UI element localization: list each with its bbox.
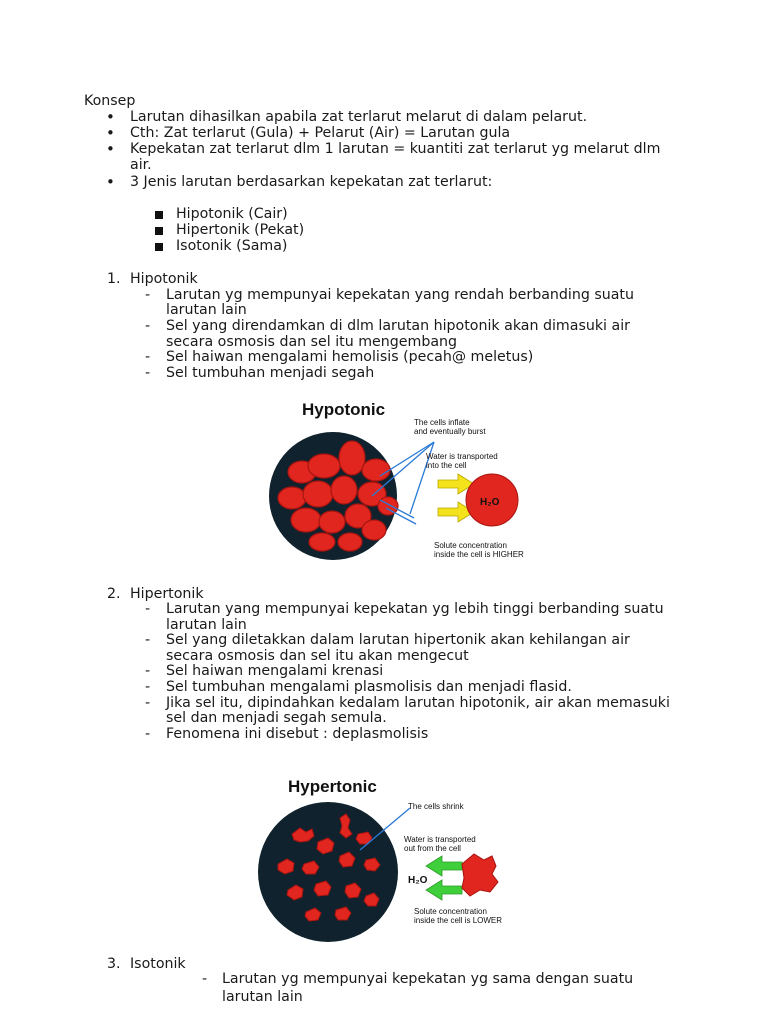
bullet-text: Larutan dihasilkan apabila zat terlarut melarut di dalam pelarut. [130, 109, 588, 125]
svg-text:inside the cell is HIGHER: inside the cell is HIGHER [434, 550, 524, 559]
section-title-isotonik: Isotonik [130, 956, 186, 972]
bullet-dot: • [106, 108, 115, 126]
section-number: 2. [107, 586, 121, 602]
molecule-label: H₂O [480, 497, 500, 508]
figure-title: Hypertonic [288, 777, 377, 796]
section-heading-konsep: Konsep [84, 93, 136, 109]
svg-text:Water is transported: Water is transported [404, 835, 476, 844]
square-bullet-icon [155, 211, 163, 219]
svg-text:Solute concentration: Solute concentration [434, 541, 507, 550]
svg-text:out from the cell: out from the cell [404, 844, 461, 853]
figure-title: Hypotonic [302, 400, 386, 419]
dash-marker: - [145, 318, 151, 334]
list-item-text: Sel haiwan mengalami hemolisis (pecah@ meletus) [166, 349, 534, 365]
svg-text:inside the cell is LOWER: inside the cell is LOWER [414, 916, 503, 925]
list-item-text: Jika sel itu, dipindahkan kedalam larutan hipotonik, air akan memasuki [166, 695, 670, 711]
type-item: Hipotonik (Cair) [176, 206, 288, 222]
dash-marker: - [145, 287, 151, 303]
list-item-text-continued: secara osmosis dan sel itu akan mengecut [166, 648, 469, 664]
dash-marker: - [145, 349, 151, 365]
bullet-text: Kepekatan zat terlarut dlm 1 larutan = kuantiti zat terlarut yg melarut dlm [130, 141, 661, 157]
dash-marker: - [145, 632, 151, 648]
list-item-text: Sel tumbuhan menjadi segah [166, 365, 375, 381]
section-title-hipotonik: Hipotonik [130, 271, 198, 287]
list-item-text: Larutan yg mempunyai kepekatan yg sama dengan suatu [222, 971, 634, 987]
list-item-text: Sel tumbuhan mengalami plasmolisis dan menjadi flasid. [166, 679, 572, 695]
dash-marker: - [145, 726, 151, 742]
section-number: 1. [107, 271, 121, 287]
list-item-text: Sel yang direndamkan di dlm larutan hipotonik akan dimasuki air [166, 318, 630, 334]
list-item-text: Sel yang diletakkan dalam larutan hipertonik akan kehilangan air [166, 632, 630, 648]
dash-marker: - [145, 663, 151, 679]
bullet-text: Cth: Zat terlarut (Gula) + Pelarut (Air) = Larutan gula [130, 125, 511, 141]
bullet-dot: • [106, 140, 115, 158]
bullet-dot: • [106, 124, 115, 142]
list-item-text-continued: larutan lain [222, 989, 303, 1005]
shrunken-cell-icon [462, 854, 498, 896]
water-outflow-arrows-icon [426, 856, 462, 900]
bullet-dot: • [106, 173, 115, 191]
list-item-text: Larutan yg mempunyai kepekatan yang rendah berbanding suatu [166, 287, 634, 303]
dash-marker: - [145, 601, 151, 617]
dash-marker: - [145, 679, 151, 695]
list-item-text-continued: larutan lain [166, 617, 247, 633]
section-title-hipertonik: Hipertonik [130, 586, 204, 602]
list-item-text: Fenomena ini disebut : deplasmolisis [166, 726, 429, 742]
list-item-text-continued: secara osmosis dan sel itu mengembang [166, 334, 458, 350]
svg-text:into the cell: into the cell [426, 461, 467, 470]
dash-marker: - [145, 365, 151, 381]
hypotonic-figure [262, 396, 542, 572]
type-item: Hipertonik (Pekat) [176, 222, 305, 238]
bullet-text: 3 Jenis larutan berdasarkan kepekatan zat terlarut: [130, 174, 493, 190]
svg-text:Water is transported: Water is transported [426, 452, 498, 461]
hypertonic-figure [248, 772, 528, 942]
svg-text:and eventually burst: and eventually burst [414, 427, 486, 436]
list-item-text: Sel haiwan mengalami krenasi [166, 663, 384, 679]
svg-text:The cells shrink: The cells shrink [408, 802, 464, 811]
molecule-label: H₂O [408, 875, 428, 886]
dash-marker: - [145, 695, 151, 711]
dash-marker: - [202, 971, 208, 987]
square-bullet-icon [155, 243, 163, 251]
petri-dish-icon [258, 802, 398, 942]
list-item-text-continued: sel dan menjadi segah semula. [166, 710, 387, 726]
bullet-text-continued: air. [130, 157, 152, 173]
type-item: Isotonik (Sama) [176, 238, 288, 254]
square-bullet-icon [155, 227, 163, 235]
svg-text:The cells inflate: The cells inflate [414, 418, 470, 427]
list-item-text-continued: larutan lain [166, 302, 247, 318]
svg-text:Solute concentration: Solute concentration [414, 907, 487, 916]
list-item-text: Larutan yang mempunyai kepekatan yg lebih tinggi berbanding suatu [166, 601, 664, 617]
section-number: 3. [107, 956, 121, 972]
